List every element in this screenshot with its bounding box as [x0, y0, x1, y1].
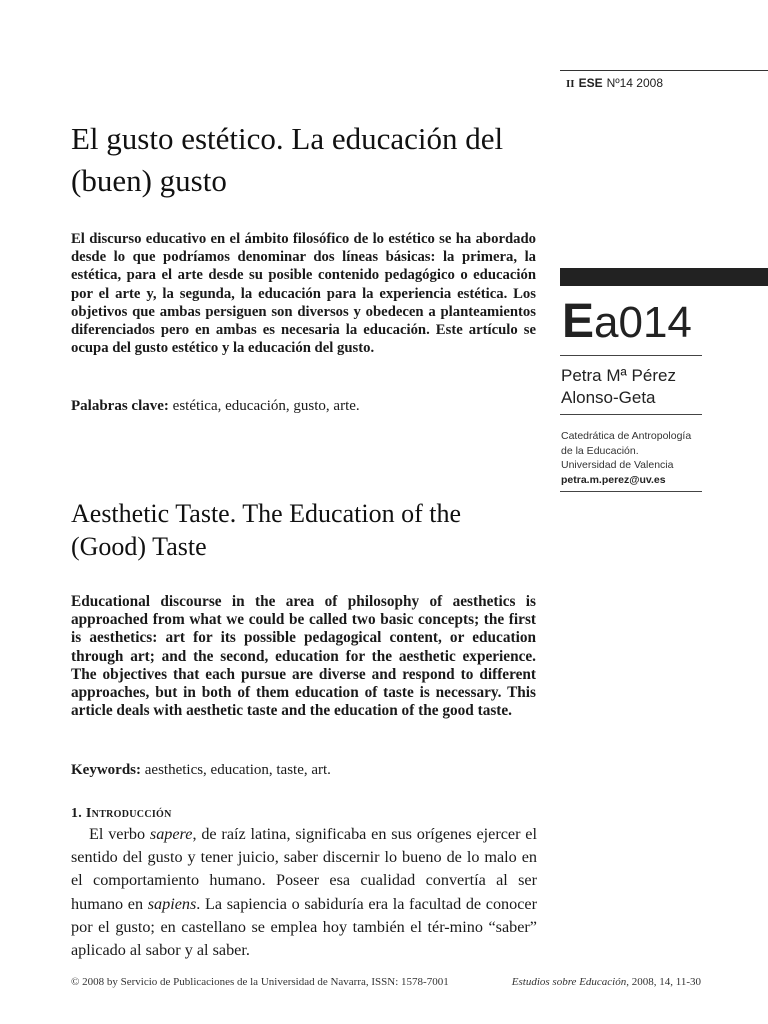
affiliation-line-3: Universidad de Valencia	[561, 459, 674, 472]
journal-issue: Nº14 2008	[606, 76, 664, 90]
article-code	[562, 296, 692, 349]
section-title: Introducción	[85, 806, 172, 821]
keywords-spanish-value: estética, educación, gusto, arte.	[168, 398, 360, 414]
header-rule	[560, 70, 768, 71]
body-text-run: , de raíz latina, significaba en sus orígenes ejercer el sentido del gusto y tener juicio, saber discernir lo bueno de lo malo en el comportamiento humano. Poseer esa cualidad convertía al ser humano en	[71, 825, 537, 913]
body-paragraph	[71, 823, 537, 962]
footer-volume: , 2008, 14, 11-30	[626, 976, 701, 988]
abstract-english: Educational discourse in the area of philosophy of aesthetics is approached from what we could be called two basic concepts; the first is aesthetics: art for its possible pedagogical content, or education through art; and the second, education for the aesthetic experience. The objectives that each pursue are diverse and respond to different approaches, but in both of them education of taste is necessary. This article deals with aesthetic taste and the education of the good taste.	[71, 593, 536, 720]
body-text-run: El verbo	[89, 825, 150, 843]
title-english: Aesthetic Taste. The Education of the (Good) Taste	[71, 499, 461, 561]
keywords-spanish	[71, 396, 536, 416]
author-affiliation	[561, 429, 711, 487]
body-italic-term: sapiens	[147, 894, 197, 913]
article-code-suffix: a014	[594, 298, 692, 347]
author-line-1: Petra Mª Pérez	[561, 366, 676, 385]
body-text-run: . La sapiencia o sabiduría era la facultad de conocer por el gusto; en castellano se emplea hoy también el tér-mino “saber” aplicado al sabor y al saber.	[71, 894, 537, 960]
footer-citation	[512, 976, 701, 988]
journal-header	[566, 76, 663, 90]
abstract-spanish: El discurso educativo en el ámbito filosófico de lo estético se ha abordado desde lo que podríamos denominar dos líneas básicas: la primera, la estética, para el arte desde su posible contenido pedagógico o educación por el arte y, la segunda, la educación para la experiencia estética. Los objetivos que ambas persiguen son diversos y obedecen a planteamientos diferenciados pero en ambas es necesaria la educación. Este artículo se ocupa del gusto estético y la educación del gusto.	[71, 231, 536, 357]
sidebar-rule	[560, 355, 702, 356]
sidebar-bar	[560, 268, 768, 286]
keywords-english-label: Keywords:	[71, 762, 141, 778]
section-heading	[71, 806, 172, 822]
author-line-2: Alonso-Geta	[561, 388, 656, 407]
footer-copyright: © 2008 by Servicio de Publicaciones de la Universidad de Navarra, ISSN: 1578-7001	[71, 976, 449, 988]
sidebar-rule	[560, 414, 702, 415]
affiliation-line-1: Catedrática de Antropología	[561, 430, 692, 442]
keywords-spanish-label: Palabras clave:	[71, 398, 169, 414]
body-italic-term: sapere	[149, 825, 193, 843]
author-email: petra.m.perez@uv.es	[561, 473, 666, 486]
keywords-english-value: aesthetics, education, taste, art.	[141, 762, 331, 778]
section-number: 1.	[71, 806, 83, 821]
keywords-english	[71, 760, 536, 780]
journal-mark: II	[566, 78, 575, 90]
journal-abbr: ESE	[578, 76, 603, 90]
page-footer	[71, 976, 701, 988]
sidebar-rule	[560, 491, 702, 492]
footer-journal-name: Estudios sobre Educación	[511, 976, 627, 988]
title-spanish: El gusto estético. La educación del (buen) gusto	[71, 121, 504, 198]
affiliation-line-2: de la Educación.	[561, 444, 639, 457]
body-text	[71, 823, 537, 962]
author-name	[561, 365, 706, 409]
article-code-prefix: E	[562, 295, 595, 348]
